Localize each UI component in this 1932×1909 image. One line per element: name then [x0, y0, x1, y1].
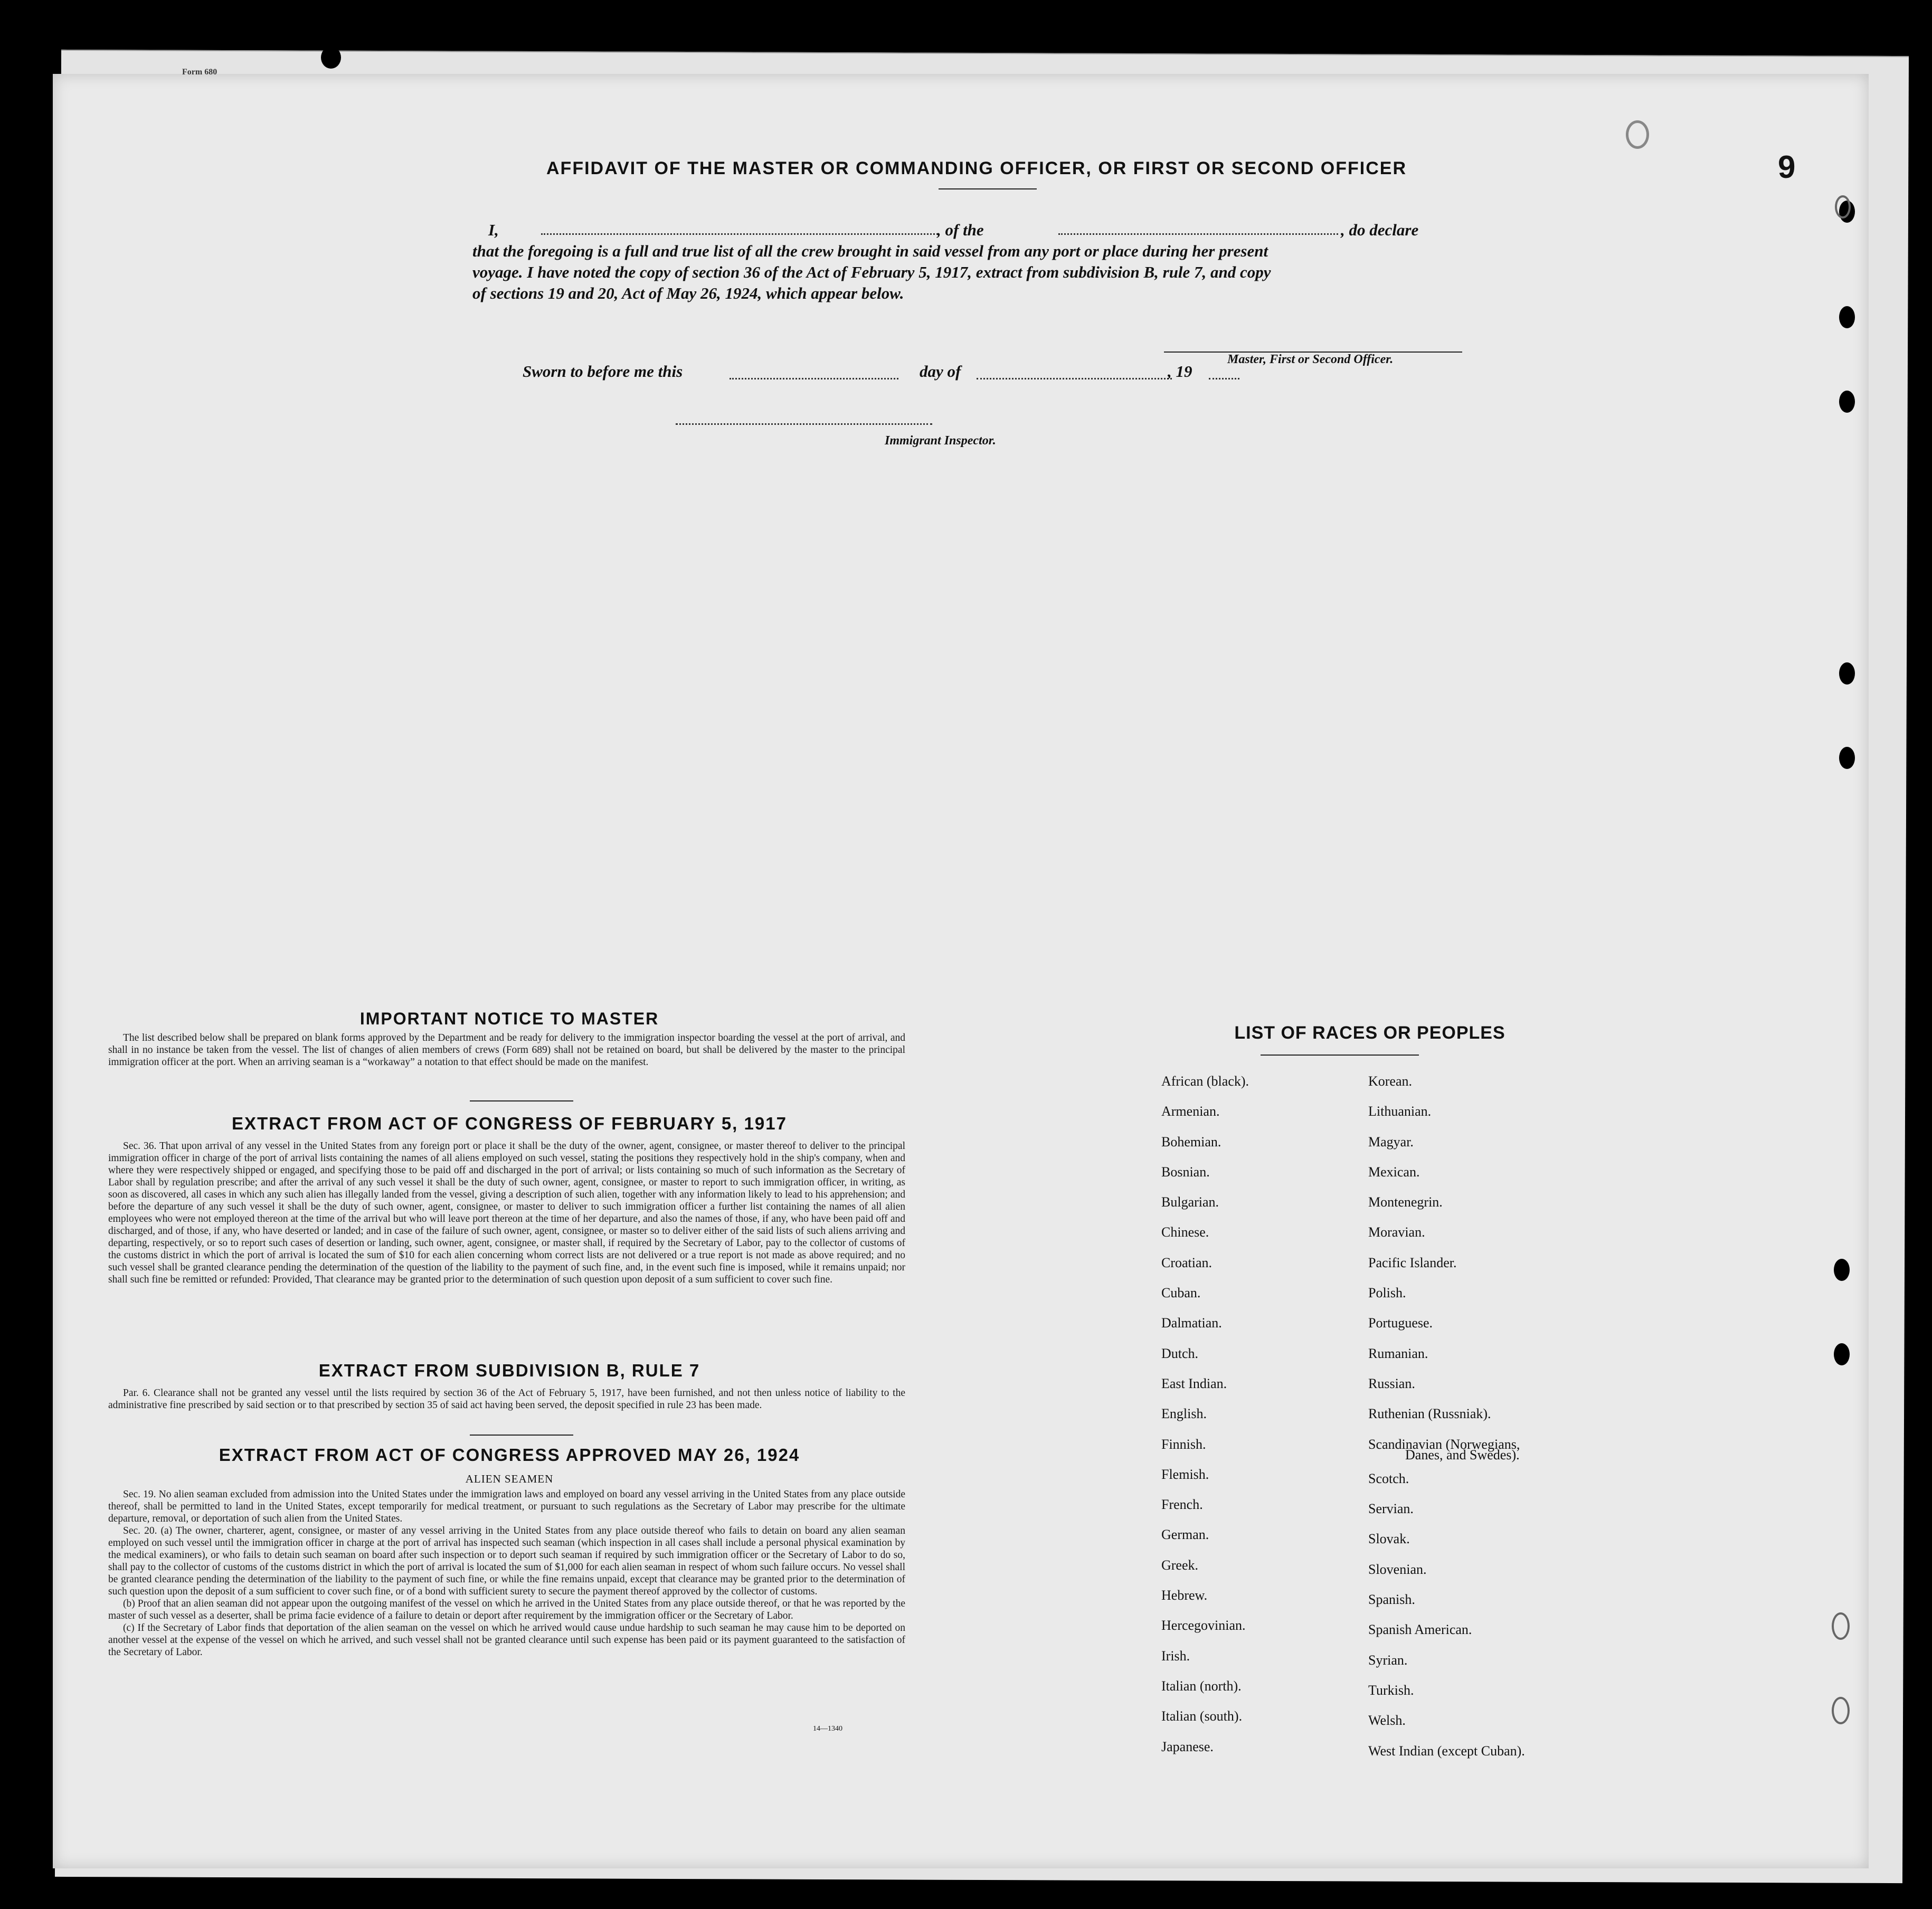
race-item: Slovenian. — [1368, 1561, 1427, 1577]
races-title: LIST OF RACES OR PEOPLES — [1234, 1023, 1505, 1043]
race-item: German. — [1161, 1527, 1209, 1543]
affidavit-line-2: that the foregoing is a full and true list of all the crew brought in said vessel from any port or place during her present — [472, 242, 1268, 260]
punch-hole — [1832, 1697, 1850, 1724]
race-item: Russian. — [1368, 1375, 1415, 1391]
print-code: 14—1340 — [813, 1725, 842, 1733]
extract-1917-text — [108, 1140, 905, 1286]
punch-hole — [1839, 306, 1855, 328]
sworn-year-field[interactable] — [1209, 378, 1239, 379]
race-item: Hercegovinian. — [1161, 1618, 1246, 1633]
race-item: Portuguese. — [1368, 1315, 1433, 1331]
page-number: 9 — [1778, 149, 1796, 185]
race-item: Croatian. — [1161, 1255, 1213, 1270]
sworn-prefix: Sworn to before me this — [523, 362, 683, 381]
extract-rule7-text — [108, 1387, 905, 1411]
race-item: Armenian. — [1161, 1104, 1220, 1119]
affidavit-title-rule — [939, 188, 1037, 189]
punch-hole — [1834, 1343, 1850, 1365]
races-right-column — [1368, 1066, 1525, 1762]
extract-1924-title: EXTRACT FROM ACT OF CONGRESS APPROVED MAY 26, 1924 — [219, 1445, 800, 1465]
punch-hole — [1835, 195, 1851, 219]
race-item: Chinese. — [1161, 1224, 1209, 1240]
races-title-rule — [1261, 1055, 1419, 1056]
notice-title: IMPORTANT NOTICE TO MASTER — [359, 1009, 659, 1028]
affidavit-line-3: voyage. I have noted the copy of section 36 of the Act of February 5, 1917, extract from subdivision B, rule 7, and copy — [472, 263, 1271, 281]
sworn-day-field[interactable] — [730, 378, 898, 379]
race-item: Bohemian. — [1161, 1134, 1221, 1150]
affidavit-declare: , do declare — [1341, 221, 1419, 239]
race-item: Polish. — [1368, 1285, 1406, 1301]
race-item: Servian. — [1368, 1501, 1414, 1517]
extract-1917-title: EXTRACT FROM ACT OF CONGRESS OF FEBRUARY 5, 1917 — [232, 1114, 787, 1133]
race-item: Turkish. — [1368, 1682, 1414, 1698]
affidavit-body — [472, 220, 1502, 304]
punch-hole — [1834, 1259, 1850, 1281]
race-item: Rumanian. — [1368, 1345, 1428, 1361]
race-item: Slovak. — [1368, 1531, 1410, 1547]
punch-hole — [1839, 662, 1855, 685]
scandinavian-continuation: Danes, and Swedes). — [1405, 1447, 1520, 1462]
affidavit-of-the: , of the — [937, 221, 984, 239]
race-item: Moravian. — [1368, 1224, 1425, 1240]
race-item: Irish. — [1161, 1648, 1190, 1664]
race-item: Dalmatian. — [1161, 1315, 1222, 1331]
affidavit-line-4: of sections 19 and 20, Act of May 26, 1924, which appear below. — [472, 284, 904, 302]
bleed-through-mark — [412, 153, 420, 185]
race-item: Bulgarian. — [1161, 1194, 1219, 1210]
race-item: Cuban. — [1161, 1285, 1201, 1301]
extract-1924-subtitle: ALIEN SEAMEN — [465, 1473, 554, 1485]
race-item: Ruthenian (Russniak). — [1368, 1406, 1491, 1422]
punch-hole — [1839, 747, 1855, 769]
sworn-month-field[interactable] — [977, 378, 1172, 379]
race-item: Spanish. — [1368, 1592, 1415, 1608]
sworn-day-of: day of — [920, 362, 961, 381]
sec-36-paragraph: Sec. 36. That upon arrival of any vessel in the United States from any foreign port or place it shall be the duty of the owner, agent, consignee, or master thereof to deliver to the principal immigration officer in charge of the port of arrival lists containing the names of all aliens employed on such vessel, stating the positions they respectively hold in the ship's company, when and where they were respectively shipped or engaged, and specifying those to be paid off and discharged in the port of arrival; or lists containing so much of such information as the Secretary of Labor shall by regulation prescribe; and after the arrival of any such vessel it shall be the duty of such owner, agent, consignee, or master to report to such immigration officer, in writing, as soon as discovered, all cases in which any such alien has illegally landed from the vessel, giving a description of such alien, together with any information likely to lead to his apprehension; and before the departure of any such vessel it shall be the duty of such owner, agent, consignee, or master to deliver to such immigration officer a further list containing the names of all alien employees who were not employed thereon at the time of the arrival but who will leave port thereon at the time of her departure, and also the names of those, if any, who have been paid off and discharged, and of those, if any, who have deserted or landed; and in case of the failure of such owner, agent, consignee, or master so to deliver either of the said lists of such aliens arriving and departing, respectively, or so to report such cases of desertion or landing, such owner, agent, consignee, or master shall, if required by the Secretary of Labor, pay to the collector of customs of the customs district in which the port of arrival is located the sum of $10 for each alien concerning whom correct lists are not delivered or a true report is not made as above required; and no such vessel shall be granted clearance pending the determination of the question of the liability to the payment of such fine, and, in the event such fine is imposed, while it remains unpaid; nor shall such fine be remitted or refunded: Provided, That clearance may be granted prior to the determination of such question upon deposit of a sum sufficient to cover such fine. — [108, 1141, 905, 1285]
race-item: African (black). — [1161, 1074, 1249, 1089]
race-item: Montenegrin. — [1368, 1194, 1443, 1210]
race-item: Flemish. — [1161, 1466, 1209, 1482]
races-left-column — [1161, 1066, 1249, 1762]
race-item: Dutch. — [1161, 1345, 1199, 1361]
race-item: Italian (north). — [1161, 1678, 1242, 1694]
inspector-label: Immigrant Inspector. — [885, 434, 996, 448]
form-number: Form 680 — [182, 68, 217, 77]
master-signature-label: Master, First or Second Officer. — [1227, 353, 1394, 366]
punch-hole — [1626, 120, 1649, 149]
race-item: Pacific Islander. — [1368, 1255, 1457, 1270]
race-item: East Indian. — [1161, 1375, 1227, 1391]
race-item: Hebrew. — [1161, 1588, 1208, 1603]
punch-hole — [1832, 1612, 1850, 1640]
race-item: Scotch. — [1368, 1470, 1409, 1486]
sworn-line — [523, 362, 1262, 385]
race-item: Spanish American. — [1368, 1622, 1472, 1638]
race-item: West Indian (except Cuban). — [1368, 1743, 1525, 1759]
section-divider — [470, 1435, 573, 1436]
race-item: English. — [1161, 1406, 1207, 1422]
extract-rule7-title: EXTRACT FROM SUBDIVISION B, RULE 7 — [318, 1361, 700, 1380]
notice-paragraph: The list described below shall be prepared on blank forms approved by the Department and be ready for delivery to the immigration inspector boarding the vessel at the port of arrival, and shall in no instance be taken from the vessel. The list of changes of alien members of crews (Form 689) shall not be retained on board, but shall be delivered by the master to the principal immigration officer at the port. When an arriving seaman is a “workaway” a notation to that effect should be made on the manifest. — [108, 1032, 905, 1068]
extract-1924-text — [108, 1488, 905, 1658]
race-item: Italian (south). — [1161, 1708, 1243, 1724]
punch-hole — [1839, 391, 1855, 413]
race-item: Lithuanian. — [1368, 1104, 1432, 1119]
race-item: Bosnian. — [1161, 1164, 1210, 1180]
race-item: Korean. — [1368, 1074, 1413, 1089]
sworn-year: , 19 — [1168, 362, 1192, 381]
race-item: Greek. — [1161, 1557, 1199, 1573]
race-item: Welsh. — [1368, 1713, 1406, 1728]
race-item: Scandinavian (Norwegians, — [1368, 1436, 1520, 1452]
par-6-paragraph: Par. 6. Clearance shall not be granted any vessel until the lists required by section 36 of the Act of February 5, 1917, have been furnished, and not then unless notice of liability to the administrative fine prescribed by said section or to that prescribed by section 35 of said act having been served, the deposit specified in rule 23 has been made. — [108, 1388, 905, 1411]
sec-20b-paragraph: (b) Proof that an alien seaman did not appear upon the outgoing manifest of the vessel on which he arrived in the United States from any place outside thereof, or that he was reported by the master of such vessel as a deserter, shall be prima facie evidence of a failure to detain or deport after requirement by the immigration officer or the Secretary of Labor. — [108, 1598, 905, 1621]
race-item: Japanese. — [1161, 1739, 1214, 1754]
race-item: Mexican. — [1368, 1164, 1420, 1180]
notice-text — [108, 1032, 905, 1068]
sec-20a-paragraph: Sec. 20. (a) The owner, charterer, agent, consignee, or master of any vessel arriving in the United States from any place outside thereof who fails to detain on board any alien seaman employed on such vessel until the immigration officer in charge at the port of arrival has inspected such seaman (which inspection in all cases shall include a personal physical examination by the medical examiners), or who fails to detain such seaman on board after such inspection or to deport such seaman if required by such immigration officer or the Secretary of Labor to do so, shall pay to the collector of customs of the customs district in which the port of arrival is located the sum of $1,000 for each alien seaman in respect of whom such failure occurs. No vessel shall be granted clearance pending the determination of the liability to the payment of such fine, or while the fine remains unpaid, except that clearance may be granted prior to the determination of such question upon the deposit of a sum sufficient to cover such fine, or of a bond with sufficient surety to secure the payment thereof approved by the collector of customs. — [108, 1525, 905, 1597]
affidavit-title: AFFIDAVIT OF THE MASTER OR COMMANDING OFFICER, OR FIRST OR SECOND OFFICER — [546, 158, 1407, 178]
sec-19-paragraph: Sec. 19. No alien seaman excluded from admission into the United States under the immigration laws and employed on board any vessel arriving in the United States from any place outside thereof, shall be permitted to land in the United States, except temporarily for medical treatment, or pursuant to such regulations as the Secretary of Labor may prescribe for the ultimate departure, removal, or deportation of such alien from the United States. — [108, 1489, 905, 1524]
race-item: Syrian. — [1368, 1652, 1408, 1668]
punch-hole — [321, 46, 341, 69]
vessel-field[interactable] — [1058, 233, 1338, 235]
race-item: Magyar. — [1368, 1134, 1414, 1150]
race-item: Finnish. — [1161, 1436, 1206, 1452]
section-divider — [470, 1100, 573, 1101]
affidavit-i: I, — [488, 221, 499, 239]
race-item: French. — [1161, 1497, 1203, 1513]
name-field[interactable] — [541, 233, 938, 235]
inspector-signature-line[interactable] — [676, 423, 932, 425]
sec-20c-paragraph: (c) If the Secretary of Labor finds that deportation of the alien seaman on the vessel on which he arrived would cause undue hardship to such seaman he may cause him to be deported on another vessel at the expense of the vessel on which he arrived, and such vessel shall not be granted clearance until such expense has been paid or its payment guaranteed to the satisfaction of the Secretary of Labor. — [108, 1622, 905, 1658]
